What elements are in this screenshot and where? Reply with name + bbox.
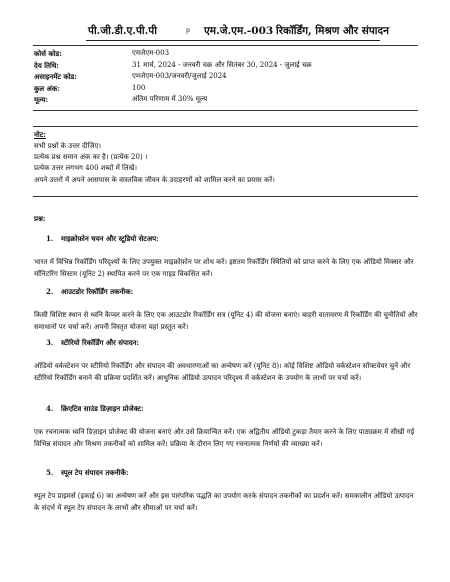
meta-block	[34, 49, 419, 107]
note-line: सभी प्रश्नों के उत्तर दीजिए।	[34, 142, 102, 150]
question-title	[34, 287, 419, 299]
question-body: भारत में विभिन्न रिकॉर्डिंग परिदृश्यों के लिए उपयुक्त माइक्रोफ़ोन पर शोध करें। इष्टतम रिकॉर्डिंग स्थितियों को प्राप्त करने के लिए एक ऑडियो मिक्सर और मॉनिटरिंग सिस्टम (यूनिट 2) स्थापित करने पर एक गाइड विकसित करें।	[34, 258, 414, 279]
meta-value: एमजेएम-003	[132, 49, 170, 57]
question-number: 5.	[46, 468, 54, 477]
question-title-text: क्रिएटिव साउंड डिज़ाइन प्रोजेक्ट:	[61, 404, 144, 413]
question-body: ऑडियो वर्कस्टेशन पर स्टीरियो रिकॉर्डिंग और संपादन की अवधारणाओं का अन्वेषण करें (यूनिट 8)। कोई विशिष्ट ऑडियो वर्कस्टेशन सॉफ्टवेयर चुनें और स्टीरियो रिकॉर्डिंग बनाने की प्रक्रिया प्रदर्शित करें। आधुनिक ऑडियो उत्पादन परिदृश्य में वर्कस्टेशन के उपयोग के लाभों पर चर्चा करें।	[34, 362, 411, 383]
question-number: 2.	[46, 287, 54, 296]
meta-key: देय तिथि:	[34, 60, 59, 70]
program-name: पी.जी.डी.ए.पी.पी	[88, 25, 157, 37]
meta-bottom-rule	[33, 110, 418, 111]
question-item	[34, 468, 419, 515]
meta-top-rule	[33, 45, 418, 46]
question-number: 1.	[46, 234, 54, 243]
question-title-text: आउटडोर रिकॉर्डिंग तकनीक:	[61, 287, 134, 296]
meta-key: मूल्य:	[34, 95, 49, 104]
title-underline	[86, 40, 380, 41]
question-title-text: माइक्रोफ़ोन चयन और स्टूडियो सेटअप:	[61, 234, 159, 243]
question-title-text: स्टीरियो रिकॉर्डिंग और संपादन:	[61, 338, 140, 347]
note-section	[34, 130, 275, 187]
meta-row	[34, 95, 419, 107]
meta-value: एमजेएम-003/जनवरी/जुलाई 2024	[132, 72, 227, 80]
question-item	[34, 287, 419, 334]
question-number: 3.	[46, 338, 54, 347]
note-bottom-rule	[33, 196, 418, 197]
meta-key: कोर्स कोड:	[34, 49, 62, 58]
note-line: प्रत्येक उत्तर लगभग 400 शब्दों में लिखें।	[34, 164, 137, 173]
question-item	[34, 404, 419, 451]
meta-key: कुल अंक:	[34, 83, 60, 93]
meta-value: अंतिम परिणाम में 30% मूल्य	[132, 95, 208, 103]
note-heading: नोट:	[34, 130, 46, 139]
question-title-text: स्पूल टेप संपादन तकनीकें:	[61, 468, 129, 477]
question-title	[34, 404, 419, 416]
note-top-rule	[33, 126, 418, 127]
question-title	[34, 468, 419, 480]
note-line: अपने उत्तरों में अपने आसपास के वास्तविक जीवन के उदाहरणों को शामिल करने का प्रयास करें।	[34, 175, 275, 184]
note-line: प्रत्येक प्रश्न समान अंक का है। (प्रत्येक 20) ।	[34, 153, 148, 162]
meta-row	[34, 84, 419, 96]
question-body: स्पूल टेप प्राइमर्स (इकाई 6) का अन्वेषण करें और इस पारंपरिक पद्धति का उपयोग करके संपादन तकनीकों का प्रदर्शन करें। समकालीन ऑडियो उत्पादन के संदर्भ में स्पूल टेप संपादन के लाभों और सीमाओं पर चर्चा करें।	[34, 492, 414, 513]
question-title	[34, 338, 419, 350]
question-title	[34, 234, 419, 246]
question-number: 4.	[46, 404, 54, 413]
questions-heading: प्रश्न:	[34, 214, 46, 223]
meta-value: 31 मार्च, 2024 - जनवरी चक्र और सितंबर 30, 2024 - जुलाई चक्र	[132, 60, 312, 69]
course-title: रिकॉर्डिंग, मिश्रण और संपादन	[276, 25, 389, 37]
meta-row	[34, 49, 419, 61]
question-body: किसी विशिष्ट स्थान से ध्वनि कैप्चर करने के लिए एक आउटडोर रिकॉर्डिंग सत्र (यूनिट 4) की योजना बनाएं। बाहरी वातावरण में रिकॉर्डिंग की चुनौतियों और समाधानों पर चर्चा करें। अपनी विस्तृत योजना यहां प्रस्तुत करें।	[34, 311, 418, 332]
meta-row	[34, 72, 419, 84]
meta-value: 100	[132, 83, 146, 92]
question-body: एक रचनात्मक ध्वनि डिज़ाइन प्रोजेक्ट की योजना बनाएं और उसे क्रियान्वित करें। एक अद्वितीय ऑडियो टुकड़ा तैयार करने के लिए पाठ्यक्रम में सीखी गई विभिन्न संपादन और मिश्रण तकनीकों को शामिल करें। प्रक्रिया के दौरान लिए गए रचनात्मक निर्णयों की व्याख्या करें।	[34, 428, 415, 449]
meta-row	[34, 61, 419, 73]
meta-key: असाइनमेंट कोड:	[34, 72, 77, 81]
p-mark: p	[186, 27, 190, 34]
question-item	[34, 234, 419, 281]
question-item	[34, 338, 419, 385]
course-code-title: एम.जे.एम.-003	[204, 25, 274, 37]
